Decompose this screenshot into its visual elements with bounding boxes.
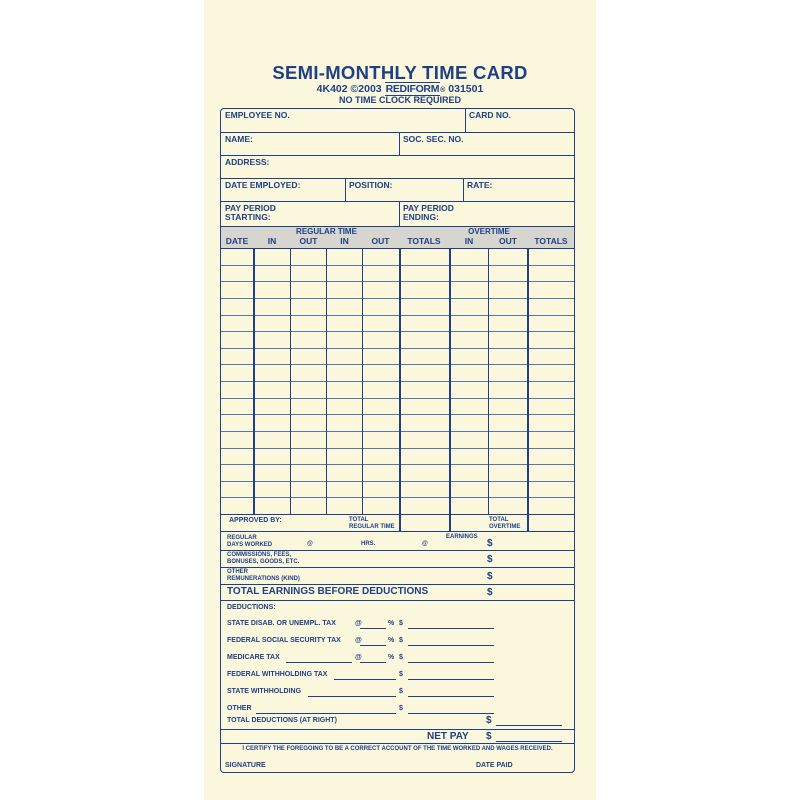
column-header-7: IN — [464, 236, 474, 246]
deduction-amount-blank[interactable] — [408, 696, 494, 697]
hrs-label: HRS. — [361, 541, 376, 547]
total-deductions-label: TOTAL DEDUCTIONS (AT RIGHT) — [227, 717, 337, 724]
pay-period-label: PAY PERIOD — [403, 203, 454, 213]
row-divider — [221, 550, 574, 551]
column-header-1: DATE — [225, 236, 249, 246]
row-divider — [221, 248, 574, 249]
percent-sign: % — [388, 620, 395, 627]
total-deductions-amount[interactable] — [496, 725, 562, 726]
grid-row-line — [221, 315, 574, 316]
dollar-sign: $ — [486, 731, 492, 742]
total-word: TOTAL — [489, 517, 509, 523]
total-earnings-amount[interactable]: $ — [487, 587, 493, 598]
soc-sec-field[interactable]: SOC. SEC. NO. — [403, 134, 464, 144]
row-divider — [221, 567, 574, 568]
registered-mark: ® — [440, 87, 446, 94]
grid-row-line — [221, 414, 574, 415]
pay-period-label: PAY PERIOD — [225, 203, 276, 213]
grid-row-line — [221, 348, 574, 349]
deduction-amount-blank[interactable] — [408, 628, 494, 629]
total-word: TOTAL — [349, 517, 369, 523]
total-regular-time-label — [349, 517, 395, 530]
row-divider — [221, 514, 574, 515]
grid-column-line — [362, 248, 363, 514]
total-overtime-label — [489, 517, 520, 530]
row-divider — [221, 729, 574, 730]
percent-sign: % — [388, 654, 395, 661]
grid-column-line — [527, 514, 529, 531]
deduction-line-blank[interactable] — [334, 679, 396, 680]
brand-logo: REDIFORM — [385, 83, 440, 95]
overtime-header: OVERTIME — [468, 227, 510, 236]
deduction-amount-blank[interactable] — [408, 662, 494, 663]
grid-column-line — [399, 514, 401, 531]
grid-row-line — [221, 431, 574, 432]
card-subtitle: NO TIME CLOCK REQUIRED — [338, 95, 461, 105]
starting-label: STARTING: — [225, 212, 271, 222]
earnings-label: EARNINGS — [446, 534, 478, 540]
column-header-9: TOTALS — [534, 236, 568, 246]
deduction-label-state-disab: STATE DISAB. OR UNEMPL. TAX — [227, 620, 336, 627]
column-header-6: TOTALS — [407, 236, 441, 246]
commissions-line2: BONUSES, GOODS, ETC. — [227, 558, 300, 565]
row-divider — [221, 743, 574, 744]
at-sign: @ — [307, 541, 313, 547]
col-divider — [345, 178, 346, 201]
col-divider — [463, 178, 464, 201]
ending-label: ENDING: — [403, 212, 439, 222]
at-sign: @ — [355, 637, 362, 644]
grid-column-line — [253, 248, 255, 514]
other-word: OTHER — [227, 569, 248, 575]
form-code: 4K402 ©2003 — [316, 83, 382, 95]
grid-row-line — [221, 298, 574, 299]
grid-row-line — [221, 265, 574, 266]
name-field[interactable]: NAME: — [225, 134, 253, 144]
col-divider — [465, 108, 466, 132]
other-amount[interactable]: $ — [487, 571, 493, 582]
percent-sign: % — [388, 637, 395, 644]
col-divider — [399, 132, 400, 155]
commissions-line1: COMMISSIONS, FEES, — [227, 552, 292, 558]
overtime-word: OVERTIME — [489, 523, 521, 530]
deductions-title: DEDUCTIONS: — [227, 604, 276, 611]
net-pay-amount[interactable] — [496, 741, 562, 742]
deduction-amount-blank[interactable] — [408, 713, 494, 714]
regular-word: REGULAR — [227, 535, 257, 541]
grid-row-line — [221, 381, 574, 382]
form-number: 031501 — [448, 83, 484, 95]
deduction-amount-blank[interactable] — [408, 679, 494, 680]
column-header-5: OUT — [371, 236, 390, 246]
commissions-amount[interactable]: $ — [487, 554, 493, 565]
row-divider — [221, 584, 574, 585]
deduction-label-other: OTHER — [227, 705, 252, 712]
position-field[interactable]: POSITION: — [349, 180, 393, 190]
deduction-label-state-withholding: STATE WITHHOLDING — [227, 688, 302, 695]
commissions-label — [227, 552, 299, 565]
rate-blank[interactable] — [360, 645, 386, 646]
grid-row-line — [221, 364, 574, 365]
grid-row-line — [221, 448, 574, 449]
grid-row-line — [221, 398, 574, 399]
form-code-line — [0, 83, 800, 95]
row-divider — [221, 201, 574, 202]
at-sign: @ — [355, 654, 362, 661]
column-header-2: IN — [267, 236, 277, 246]
dollar-sign: $ — [399, 705, 403, 712]
regular-earnings-amount[interactable]: $ — [487, 538, 493, 549]
regular-time-header: REGULAR TIME — [296, 227, 357, 236]
dollar-sign: $ — [486, 715, 492, 726]
column-header-4: IN — [340, 236, 349, 246]
card-title: SEMI-MONTHLY TIME CARD — [272, 62, 528, 83]
deduction-label-medicare: MEDICARE TAX — [227, 654, 280, 661]
employee-no-field[interactable]: EMPLOYEE NO. — [225, 110, 290, 120]
other-remunerations-label — [227, 569, 300, 582]
total-earnings-label: TOTAL EARNINGS BEFORE DEDUCTIONS — [227, 586, 429, 597]
grid-row-line — [221, 464, 574, 465]
grid-column-line — [449, 248, 451, 514]
address-field[interactable]: ADDRESS: — [225, 157, 270, 167]
dollar-sign: $ — [399, 620, 403, 627]
rate-field[interactable]: RATE: — [467, 180, 493, 190]
date-paid-field[interactable]: DATE PAID — [476, 762, 513, 769]
deduction-label-fed-withholding: FEDERAL WITHHOLDING TAX — [227, 671, 328, 678]
row-divider — [221, 600, 574, 601]
grid-row-line — [221, 331, 574, 332]
remunerations-word: REMUNERATIONS (KIND) — [227, 575, 300, 582]
rate-blank[interactable] — [360, 662, 386, 663]
col-divider — [399, 201, 400, 226]
deduction-line-blank[interactable] — [256, 713, 396, 714]
deduction-amount-blank[interactable] — [408, 645, 494, 646]
deduction-label-fed-ss: FEDERAL SOCIAL SECURITY TAX — [227, 637, 341, 644]
approved-by-label: APPROVED BY: — [229, 517, 282, 524]
grid-column-line — [449, 514, 451, 531]
regular-days-worked-label — [227, 535, 272, 548]
row-divider — [221, 155, 574, 156]
at-sign: @ — [422, 541, 428, 547]
row-divider — [221, 531, 574, 532]
signature-field[interactable]: SIGNATURE — [225, 762, 266, 769]
row-divider — [221, 132, 574, 133]
dollar-sign: $ — [399, 671, 403, 678]
grid-column-line — [488, 248, 489, 514]
dollar-sign: $ — [399, 688, 403, 695]
pay-period-ending-field[interactable] — [403, 204, 454, 222]
grid-row-line — [221, 481, 574, 482]
grid-column-line — [326, 248, 327, 514]
grid-column-line — [527, 248, 529, 514]
date-employed-field[interactable]: DATE EMPLOYED: — [225, 180, 301, 190]
grid-row-line — [221, 281, 574, 282]
dollar-sign: $ — [399, 654, 403, 661]
days-worked-word: DAYS WORKED — [227, 541, 273, 548]
pay-period-starting-field[interactable] — [225, 204, 276, 222]
certification-statement: I CERTIFY THE FOREGOING TO BE A CORRECT ACCOUNT OF THE TIME WORKED AND WAGES RECEIVED. — [242, 746, 553, 752]
card-no-field[interactable]: CARD NO. — [469, 110, 512, 120]
grid-column-line — [290, 248, 291, 514]
row-divider — [221, 178, 574, 179]
net-pay-label: NET PAY — [427, 731, 469, 742]
deduction-line-blank[interactable] — [286, 662, 352, 663]
column-header-3: OUT — [299, 236, 318, 246]
at-sign: @ — [355, 620, 362, 627]
regular-time-word: REGULAR TIME — [349, 523, 395, 530]
grid-row-line — [221, 497, 574, 498]
rate-blank[interactable] — [360, 628, 386, 629]
grid-column-line — [399, 248, 401, 514]
deduction-line-blank[interactable] — [308, 696, 396, 697]
dollar-sign: $ — [399, 637, 403, 644]
column-header-8: OUT — [499, 236, 517, 246]
